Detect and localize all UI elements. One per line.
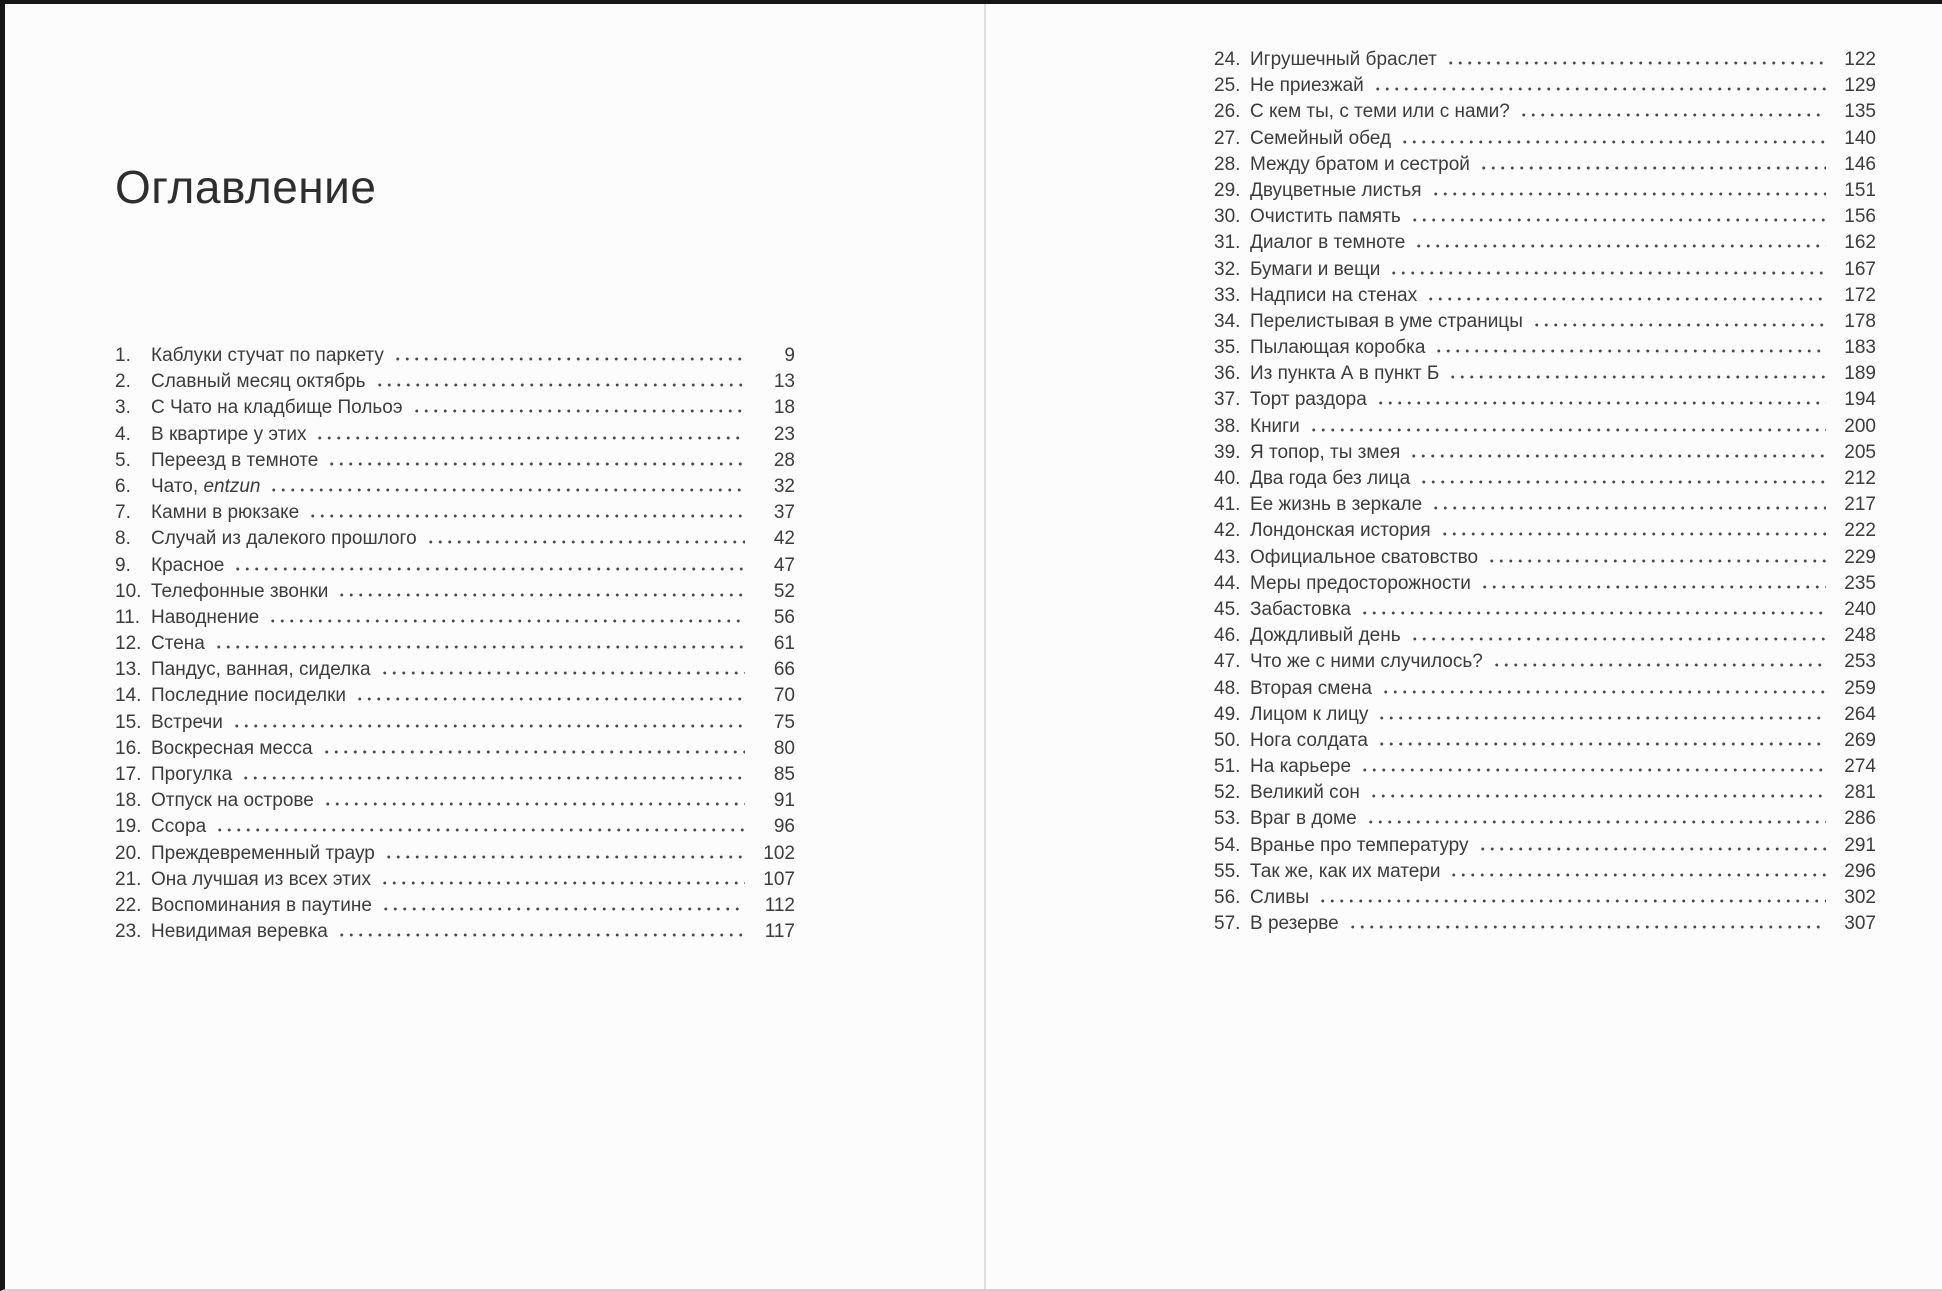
toc-entry-title: Враг в доме [1250, 808, 1357, 830]
toc-entry-number: 2. [115, 371, 131, 393]
toc-leader-dots [384, 855, 745, 859]
toc-leader-dots [355, 697, 745, 701]
toc-leader-dots [380, 881, 745, 885]
toc-entry-number: 4. [115, 423, 131, 445]
toc-entry-number: 8. [115, 528, 131, 550]
toc-leader-dots [1434, 349, 1826, 353]
toc-entry-title: Так же, как их матери [1250, 860, 1441, 882]
toc-entry-number: 45. [1214, 598, 1241, 620]
toc-entry-page: 23 [773, 423, 795, 445]
toc-entry [1214, 335, 1876, 361]
toc-leader-dots [1360, 611, 1826, 615]
toc-entry-title: Семейный обед [1250, 127, 1392, 149]
toc-entry-title: Между братом и сестрой [1250, 153, 1470, 175]
toc-entry-page: 91 [773, 790, 795, 812]
toc-entry-title: Сливы [1250, 887, 1310, 908]
toc-entry [1214, 649, 1876, 675]
toc-entry [1214, 178, 1876, 204]
toc-entry-page: 259 [1844, 677, 1876, 699]
toc-entry-number: 22. [115, 894, 142, 916]
toc-leader-dots [412, 409, 745, 413]
toc-entry [115, 841, 795, 867]
toc-leader-dots [1446, 61, 1826, 65]
toc-entry [1214, 309, 1876, 335]
toc-entry-title: Отпуск на острове [151, 790, 314, 812]
toc-entry-page: 217 [1844, 494, 1876, 516]
toc-entry-title: Она лучшая из всех этих [151, 868, 371, 890]
toc-entry-title: Что же с ними случилось? [1250, 651, 1483, 673]
toc-entry-number: 9. [115, 554, 131, 576]
toc-entry-title: Забастовка [1250, 598, 1352, 620]
toc-leader-dots [1389, 271, 1826, 275]
toc-entry [1214, 230, 1876, 256]
toc-entry-page: 194 [1844, 389, 1876, 411]
toc-leader-dots [1410, 218, 1826, 222]
toc-entry [115, 919, 795, 945]
toc-entry-title: Перелистывая в уме страницы [1250, 310, 1523, 332]
toc-entry-title: Славный месяц октябрь [151, 371, 366, 393]
toc-entry-page: 129 [1844, 75, 1876, 97]
toc-entry-number: 7. [115, 502, 131, 524]
toc-entry-title: Книги [1250, 415, 1300, 437]
toc-entry-number: 49. [1214, 703, 1241, 725]
toc-entry [1214, 283, 1876, 309]
toc-entry-page: 235 [1844, 572, 1876, 594]
toc-entry-page: 162 [1844, 232, 1876, 254]
toc-entry-number: 41. [1214, 494, 1241, 516]
toc-leader-dots [1409, 454, 1826, 458]
toc-entry-number: 28. [1214, 153, 1241, 175]
toc-entry-page: 146 [1844, 153, 1876, 175]
toc-leader-dots [315, 436, 745, 440]
toc-leader-dots [1381, 690, 1826, 694]
toc-entry-title: Ее жизнь в зеркале [1250, 494, 1423, 516]
toc-leader-dots [1366, 820, 1826, 824]
toc-leader-dots [1376, 401, 1826, 405]
toc-entry-number: 17. [115, 764, 142, 785]
toc-entry-page: 47 [773, 554, 795, 576]
toc-leader-dots [323, 802, 745, 806]
toc-entry-number: 51. [1214, 756, 1241, 778]
toc-entry-title: Стена [151, 633, 205, 655]
toc-entry-title: Невидимая веревка [151, 921, 328, 943]
toc-entry [1214, 126, 1876, 152]
toc-entry-page: 18 [773, 397, 795, 419]
toc-entry-title: Чато, entzun [151, 475, 261, 497]
toc-entry-number: 27. [1214, 127, 1241, 149]
toc-entry [1214, 676, 1876, 702]
toc-entry-number: 42. [1214, 520, 1241, 542]
toc-entry-number: 34. [1214, 310, 1241, 332]
toc-entry-number: 14. [115, 685, 142, 707]
toc-entry-number: 52. [1214, 782, 1241, 804]
toc-entry-title: Нога солдата [1250, 729, 1368, 751]
toc-entry-title: Два года без лица [1250, 468, 1411, 489]
toc-leader-dots [1377, 716, 1826, 720]
toc-entry-page: 167 [1844, 258, 1876, 280]
toc-entry-page: 107 [763, 868, 795, 890]
toc-entry-title: Телефонные звонки [151, 580, 329, 602]
toc-entry-page: 85 [773, 764, 795, 785]
toc-entry [115, 893, 795, 919]
toc-entry-page: 307 [1844, 913, 1876, 935]
toc-entry-title: Пандус, ванная, сиделка [151, 659, 371, 681]
toc-entry [1214, 257, 1876, 283]
toc-leader-dots [381, 907, 745, 911]
toc-entry-title: Из пункта А в пункт Б [1250, 363, 1440, 385]
toc-entry-title: Великий сон [1250, 782, 1360, 804]
toc-entry-number: 39. [1214, 441, 1241, 463]
toc-leader-dots [1400, 140, 1826, 144]
toc-entry [1214, 440, 1876, 466]
toc-entry-title: Не приезжай [1250, 75, 1364, 97]
toc-entry-page: 178 [1844, 310, 1876, 332]
toc-entry-number: 1. [115, 345, 131, 366]
toc-entry-number: 38. [1214, 415, 1241, 437]
toc-entry-number: 18. [115, 790, 142, 812]
toc-entry-number: 33. [1214, 284, 1241, 306]
toc-entry-number: 56. [1214, 887, 1241, 908]
toc-entry-title: Вранье про температуру [1250, 834, 1469, 856]
toc-entry-title: Надписи на стенах [1250, 284, 1418, 306]
toc-entry [1214, 702, 1876, 728]
toc-entry-page: 156 [1844, 206, 1876, 228]
toc-list-left [115, 343, 795, 945]
toc-entry-page: 151 [1844, 179, 1876, 201]
toc-entry [1214, 361, 1876, 387]
toc-entry-number: 30. [1214, 206, 1241, 228]
toc-entry-title: Прогулка [151, 764, 233, 785]
toc-entry [1214, 911, 1876, 937]
toc-entry-number: 13. [115, 659, 142, 681]
toc-entry-page: 42 [773, 528, 795, 550]
toc-entry [1214, 466, 1876, 492]
toc-entry-number: 3. [115, 397, 131, 419]
toc-leader-dots [337, 593, 745, 597]
toc-list-right [1214, 47, 1876, 937]
toc-entry-title: Игрушечный браслет [1250, 49, 1437, 70]
toc-entry [1214, 597, 1876, 623]
toc-entry [115, 500, 795, 526]
toc-entry-number: 24. [1214, 49, 1241, 70]
toc-entry-title: Воскресная месса [151, 737, 313, 759]
toc-entry-title: Красное [151, 554, 225, 576]
toc-entry-title: Лицом к лицу [1250, 703, 1369, 725]
toc-entry-number: 6. [115, 475, 131, 497]
toc-entry-title: Двуцветные листья [1250, 179, 1422, 201]
toc-leader-dots [233, 567, 745, 571]
toc-entry-number: 37. [1214, 389, 1241, 411]
toc-entry-page: 189 [1844, 363, 1876, 385]
right-page [986, 4, 1942, 1289]
toc-entry-number: 20. [115, 842, 142, 864]
left-page [5, 4, 984, 1289]
toc-entry-title: Встречи [151, 711, 223, 733]
toc-entry [115, 448, 795, 474]
toc-leader-dots [375, 383, 745, 387]
toc-entry-title: С кем ты, с теми или с нами? [1250, 101, 1510, 123]
toc-leader-dots [1487, 559, 1826, 563]
toc-leader-dots [214, 645, 745, 649]
toc-entry-number: 15. [115, 711, 142, 733]
toc-entry-title: Меры предосторожности [1250, 572, 1471, 594]
toc-entry [115, 579, 795, 605]
toc-entry-page: 291 [1844, 834, 1876, 856]
toc-entry [115, 710, 795, 736]
toc-entry-number: 54. [1214, 834, 1241, 856]
toc-leader-dots [1492, 663, 1826, 667]
toc-entry-page: 112 [764, 894, 795, 916]
toc-entry-number: 21. [115, 868, 142, 890]
toc-leader-dots [1431, 192, 1826, 196]
toc-entry-page: 296 [1844, 860, 1876, 882]
toc-entry [1214, 571, 1876, 597]
toc-entry-title: Я топор, ты змея [1250, 441, 1401, 463]
toc-entry [115, 553, 795, 579]
toc-entry-page: 172 [1844, 284, 1876, 306]
toc-entry-page: 32 [773, 475, 795, 497]
toc-entry-title: Торт раздора [1250, 389, 1367, 411]
toc-leader-dots [380, 671, 745, 675]
toc-entry-page: 183 [1844, 337, 1876, 359]
toc-leader-dots [1414, 244, 1826, 248]
toc-leader-dots [1410, 637, 1826, 641]
toc-entry-title: Официальное сватовство [1250, 546, 1479, 568]
toc-entry-page: 274 [1844, 756, 1876, 778]
toc-entry [1214, 728, 1876, 754]
toc-entry-page: 212 [1844, 468, 1876, 489]
toc-entry-number: 47. [1214, 651, 1241, 673]
toc-entry-number: 16. [115, 737, 142, 759]
toc-entry-page: 80 [773, 737, 795, 759]
toc-entry-number: 31. [1214, 232, 1241, 254]
toc-entry-title: Вторая смена [1250, 677, 1372, 699]
toc-entry-page: 61 [773, 633, 795, 655]
toc-entry-number: 12. [115, 633, 142, 655]
toc-entry-page: 264 [1844, 703, 1876, 725]
toc-entry-page: 102 [763, 842, 795, 864]
toc-leader-dots [1373, 87, 1826, 91]
toc-leader-dots [1448, 375, 1826, 379]
toc-entry [1214, 623, 1876, 649]
toc-entry-title: Дождливый день [1250, 625, 1401, 647]
toc-entry-title: Переезд в темноте [151, 449, 319, 471]
toc-entry [1214, 73, 1876, 99]
toc-entry-page: 28 [773, 449, 795, 471]
toc-entry [115, 526, 795, 552]
toc-entry-page: 122 [1844, 49, 1876, 70]
toc-entry [1214, 806, 1876, 832]
toc-entry [115, 788, 795, 814]
toc-entry [1214, 780, 1876, 806]
toc-entry-title: На карьере [1250, 756, 1352, 778]
toc-entry-number: 11. [115, 606, 141, 628]
toc-entry-number: 23. [115, 921, 142, 943]
toc-entry-page: 248 [1844, 625, 1876, 647]
toc-entry [1214, 545, 1876, 571]
toc-entry-page: 70 [773, 685, 795, 707]
toc-entry-page: 140 [1844, 127, 1876, 149]
toc-entry-page: 37 [773, 502, 795, 524]
toc-entry-page: 281 [1844, 782, 1876, 804]
toc-entry [1214, 387, 1876, 413]
toc-leader-dots [1478, 847, 1827, 851]
toc-entry-page: 222 [1844, 520, 1876, 542]
toc-entry [1214, 833, 1876, 859]
toc-entry-page: 13 [773, 371, 795, 393]
toc-leader-dots [1360, 768, 1826, 772]
toc-entry [115, 736, 795, 762]
toc-leader-dots [1431, 506, 1826, 510]
toc-leader-dots [232, 724, 745, 728]
toc-entry [1214, 885, 1876, 911]
toc-entry [1214, 152, 1876, 178]
toc-entry-number: 57. [1214, 913, 1241, 935]
toc-entry-title: Наводнение [151, 606, 260, 628]
toc-entry-page: 229 [1844, 546, 1876, 568]
toc-entry-title: Бумаги и вещи [1250, 258, 1381, 280]
toc-leader-dots [1519, 113, 1826, 117]
toc-entry-page: 96 [773, 816, 795, 838]
toc-entry-page: 253 [1844, 651, 1876, 673]
toc-leader-dots [1369, 794, 1826, 798]
toc-entry-page: 56 [773, 606, 795, 628]
toc-leader-dots [1377, 742, 1826, 746]
toc-leader-dots [337, 933, 745, 937]
toc-entry-title: Последние посиделки [151, 685, 347, 707]
toc-entry-page: 269 [1844, 729, 1876, 751]
toc-entry-page: 75 [773, 711, 795, 733]
toc-entry [115, 631, 795, 657]
toc-entry-page: 9 [784, 345, 795, 366]
toc-entry-title: Диалог в темноте [1250, 232, 1406, 254]
toc-leader-dots [1440, 532, 1826, 536]
toc-entry [115, 474, 795, 500]
toc-entry-title: Случай из далекого прошлого [151, 528, 417, 550]
toc-entry-number: 19. [115, 816, 142, 838]
toc-entry-number: 26. [1214, 101, 1241, 123]
toc-entry-number: 53. [1214, 808, 1241, 830]
toc-entry [115, 422, 795, 448]
toc-leader-dots [393, 357, 745, 361]
toc-entry-number: 36. [1214, 363, 1241, 385]
toc-entry-number: 5. [115, 449, 131, 471]
toc-entry [115, 683, 795, 709]
toc-entry-number: 50. [1214, 729, 1241, 751]
toc-entry [115, 395, 795, 421]
toc-entry [1214, 204, 1876, 230]
toc-leader-dots [1318, 899, 1826, 903]
toc-entry-page: 286 [1844, 808, 1876, 830]
toc-entry-number: 32. [1214, 258, 1241, 280]
toc-entry-title: Воспоминания в паутине [151, 894, 372, 916]
toc-entry-title: Пылающая коробка [1250, 337, 1426, 359]
toc-leader-dots [1532, 323, 1826, 327]
toc-entry-number: 44. [1214, 572, 1241, 594]
toc-entry [115, 657, 795, 683]
toc-entry [115, 814, 795, 840]
toc-entry-title: С Чато на кладбище Польоэ [151, 397, 403, 419]
toc-entry [1214, 47, 1876, 73]
toc-entry-number: 40. [1214, 468, 1241, 489]
toc-entry-title: Ссора [151, 816, 207, 838]
toc-entry [1214, 99, 1876, 125]
toc-leader-dots [1480, 585, 1826, 589]
toc-entry-page: 117 [764, 921, 795, 943]
toc-entry [115, 369, 795, 395]
toc-entry-title: В квартире у этих [151, 423, 307, 445]
toc-entry-page: 240 [1844, 598, 1876, 620]
toc-title: Оглавление [115, 161, 377, 213]
toc-leader-dots [268, 619, 745, 623]
toc-entry-number: 25. [1214, 75, 1241, 97]
toc-entry-title: Преждевременный траур [151, 842, 375, 864]
toc-leader-dots [1479, 166, 1826, 170]
toc-leader-dots [1426, 297, 1826, 301]
toc-leader-dots [1449, 873, 1826, 877]
toc-entry [115, 343, 795, 369]
toc-leader-dots [1309, 428, 1826, 432]
toc-entry-page: 205 [1844, 441, 1876, 463]
toc-entry-number: 35. [1214, 337, 1241, 359]
toc-entry-number: 29. [1214, 179, 1241, 201]
toc-entry [1214, 754, 1876, 780]
toc-entry-page: 302 [1844, 887, 1876, 908]
toc-entry [115, 867, 795, 893]
toc-entry-number: 46. [1214, 625, 1241, 647]
toc-entry [115, 605, 795, 631]
toc-entry-title: Очистить память [1250, 206, 1401, 228]
toc-entry-title: Каблуки стучат по паркету [151, 345, 384, 366]
toc-leader-dots [322, 750, 745, 754]
toc-leader-dots [241, 776, 745, 780]
toc-entry [1214, 414, 1876, 440]
toc-entry-number: 48. [1214, 677, 1241, 699]
toc-entry-number: 55. [1214, 860, 1241, 882]
toc-leader-dots [1419, 480, 1826, 484]
toc-entry [1214, 518, 1876, 544]
toc-leader-dots [327, 462, 745, 466]
toc-entry-page: 52 [773, 580, 795, 602]
toc-entry-title: В резерве [1250, 913, 1339, 935]
toc-entry-number: 10. [115, 580, 142, 602]
toc-entry-page: 135 [1844, 101, 1876, 123]
toc-leader-dots [215, 828, 745, 832]
toc-entry [115, 762, 795, 788]
toc-entry-title: Лондонская история [1250, 520, 1431, 542]
toc-entry [1214, 859, 1876, 885]
toc-entry-number: 43. [1214, 546, 1241, 568]
toc-leader-dots [308, 514, 745, 518]
toc-entry-title: Камни в рюкзаке [151, 502, 300, 524]
toc-leader-dots [269, 488, 745, 492]
toc-entry-page: 66 [773, 659, 795, 681]
toc-entry-page: 200 [1844, 415, 1876, 437]
toc-leader-dots [1348, 925, 1826, 929]
toc-leader-dots [426, 540, 745, 544]
toc-entry [1214, 492, 1876, 518]
